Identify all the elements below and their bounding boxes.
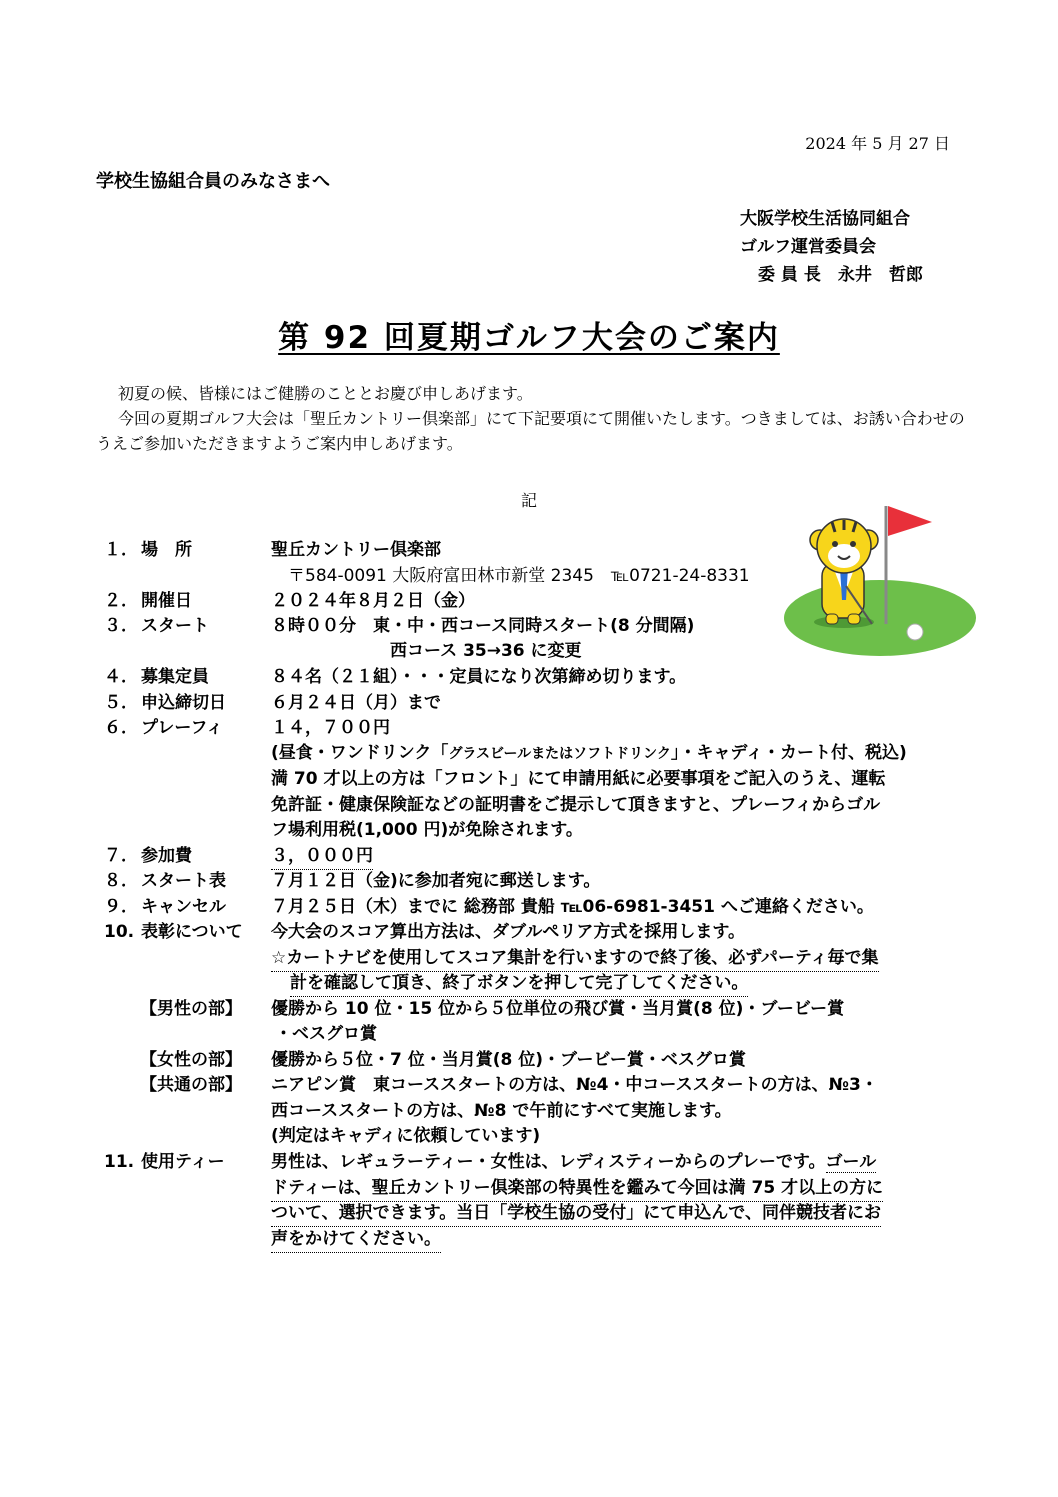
item-2-row bbox=[0, 588, 1058, 614]
fee-note-close: 」・キャディ・カート付、税込) bbox=[670, 743, 907, 763]
item-6-senior-3 bbox=[0, 817, 1058, 843]
tee-line-plain: 男性は、レギュラーティー・女性は、レディスティーからのプレーです。 bbox=[271, 1152, 826, 1172]
item-number: １． bbox=[104, 540, 138, 560]
item-10-note-2 bbox=[0, 970, 1058, 996]
item-value: ７月２５日（木）までに 総務部 貴船 ℡06-6981-3451 へご連絡ください。 bbox=[271, 897, 874, 917]
common-row-2 bbox=[0, 1098, 1058, 1124]
women-row bbox=[0, 1047, 1058, 1073]
addressee: 学校生協組合員のみなさまへ bbox=[96, 171, 330, 192]
item-3-row bbox=[0, 613, 1058, 639]
item-6-senior-1 bbox=[0, 766, 1058, 792]
item-label: 場 所 bbox=[141, 540, 192, 560]
fee-note-drink: グラスビールまたはソフトドリンク bbox=[448, 746, 671, 762]
item-11-row bbox=[0, 1149, 1058, 1175]
ki-heading: 記 bbox=[520, 491, 537, 510]
item-6-note-row bbox=[0, 740, 1058, 766]
women-division-label: 【女性の部】 bbox=[140, 1050, 242, 1070]
sender-block bbox=[740, 205, 923, 289]
gold-tee-note: ドティーは、聖丘カントリー倶楽部の特異性を鑑みて今回は満 75 才以上の方に bbox=[271, 1175, 883, 1202]
intro-line-1: 初夏の候、皆様にはご健勝のこととお慶び申しあげます。 bbox=[118, 384, 533, 403]
cart-navi-note: 計を確認して頂き、終了ボタンを押して完了してください。 bbox=[290, 970, 748, 997]
women-prizes: 優勝から５位・7 位・当月賞(8 位)・ブービー賞・ベスグロ賞 bbox=[271, 1050, 746, 1070]
intro-line-2: 今回の夏期ゴルフ大会は「聖丘カントリー倶楽部」にて下記要項にて開催いたします。つきましては、お誘い合わせのうえご参加いただきますようご案内申しあげます。 bbox=[96, 409, 965, 453]
page-title bbox=[0, 312, 1058, 357]
item-number: 10. bbox=[104, 922, 135, 942]
senior-note-line: フ場利用税(1,000 円)が免除されます。 bbox=[271, 820, 583, 840]
item-label: 参加費 bbox=[141, 846, 192, 866]
item-6-senior-2 bbox=[0, 792, 1058, 818]
flag-icon bbox=[888, 506, 932, 536]
venue-address: 〒584-0091 大阪府富田林市新堂 2345 ℡0721-24-8331 bbox=[288, 566, 750, 586]
item-value: ３，０００円 bbox=[271, 843, 373, 870]
intro-paragraph bbox=[96, 381, 966, 456]
item-10-note-1 bbox=[0, 945, 1058, 971]
item-4-row bbox=[0, 664, 1058, 690]
item-number: ３． bbox=[104, 616, 138, 636]
common-prizes-cont: 西コーススタートの方は、№8 で午前にすべて実施します。 bbox=[271, 1101, 732, 1121]
item-number: ５． bbox=[104, 693, 138, 713]
cart-navi-note: ☆カートナビを使用してスコア集計を行いますので終了後、必ずパーティ毎で集 bbox=[271, 945, 879, 972]
item-3-sub-row bbox=[0, 638, 1058, 664]
item-1-address-row bbox=[0, 563, 1058, 589]
item-11-line-4 bbox=[0, 1226, 1058, 1252]
item-label: キャンセル bbox=[141, 897, 226, 917]
item-label: 使用ティー bbox=[141, 1152, 225, 1172]
item-value: 今大会のスコア算出方法は、ダブルペリア方式を採用します。 bbox=[271, 922, 745, 942]
sender-org: 大阪学校生活協同組合 bbox=[740, 209, 910, 229]
common-division-label: 【共通の部】 bbox=[140, 1075, 242, 1095]
item-number: ２． bbox=[104, 591, 138, 611]
item-8-row bbox=[0, 868, 1058, 894]
title-text: 第 92 回夏期ゴルフ大会のご案内 bbox=[278, 320, 780, 356]
item-5-row bbox=[0, 690, 1058, 716]
item-value: 聖丘カントリー倶楽部 bbox=[271, 540, 441, 560]
item-value bbox=[271, 1149, 876, 1175]
tee-line-dotted: ゴール bbox=[825, 1152, 877, 1172]
common-prizes: ニアピン賞 東コーススタートの方は、№4・中コーススタートの方は、№3・ bbox=[271, 1075, 878, 1095]
men-row bbox=[0, 996, 1058, 1022]
men-row-2 bbox=[0, 1021, 1058, 1047]
item-11-line-2 bbox=[0, 1175, 1058, 1201]
item-value: ８４名（２１組）・・・定員になり次第締め切ります。 bbox=[271, 667, 687, 687]
senior-note-line: 免許証・健康保険証などの証明書をご提示して頂きますと、プレーフィからゴル bbox=[271, 795, 881, 815]
men-prizes: 優勝から 10 位・15 位から５位単位の飛び賞・当月賞(8 位)・ブービー賞 bbox=[271, 999, 845, 1019]
item-value-2: 西コース 35→36 に変更 bbox=[390, 641, 582, 661]
item-label: 開催日 bbox=[141, 591, 192, 611]
document-date: 2024 年 5 月 27 日 bbox=[805, 134, 950, 153]
item-value: ８時００分 東・中・西コース同時スタート(8 分間隔) bbox=[271, 616, 695, 636]
men-division-label: 【男性の部】 bbox=[140, 999, 242, 1019]
item-9-row bbox=[0, 894, 1058, 920]
item-label: 表彰について bbox=[141, 922, 243, 942]
item-10-row bbox=[0, 919, 1058, 945]
item-1-row bbox=[0, 537, 1058, 563]
senior-note-line: 満 70 才以上の方は「フロント」にて申請用紙に必要事項をご記入のうえ、運転 bbox=[271, 769, 886, 789]
item-label: 募集定員 bbox=[141, 667, 209, 687]
fee-note bbox=[271, 740, 907, 767]
item-number: ６． bbox=[104, 718, 138, 738]
item-number: ８． bbox=[104, 871, 138, 891]
gold-tee-note: ついて、選択できます。当日「学校生協の受付」にて申込んで、同伴競技者にお bbox=[271, 1200, 881, 1227]
item-number: ９． bbox=[104, 897, 138, 917]
item-value: ７月１２日（金)に参加者宛に郵送します。 bbox=[271, 871, 601, 891]
item-number: ４． bbox=[104, 667, 138, 687]
fee-note-open: (昼食・ワンドリンク「 bbox=[271, 743, 449, 763]
gold-tee-note: 声をかけてください。 bbox=[271, 1226, 441, 1253]
item-number: 11. bbox=[104, 1152, 135, 1172]
item-label: スタート bbox=[141, 616, 209, 636]
item-number: ７． bbox=[104, 846, 138, 866]
item-label: 申込締切日 bbox=[141, 693, 226, 713]
judge-note: (判定はキャディに依頼しています) bbox=[271, 1126, 541, 1146]
item-value: ６月２４日（月）まで bbox=[271, 693, 441, 713]
common-row bbox=[0, 1072, 1058, 1098]
item-7-row bbox=[0, 843, 1058, 869]
item-label: スタート表 bbox=[141, 871, 226, 891]
men-prizes-cont: ・ベスグロ賞 bbox=[275, 1024, 377, 1044]
item-value: ２０２４年８月２日（金） bbox=[271, 591, 475, 611]
item-label: プレーフィ bbox=[141, 718, 224, 738]
sender-chair: 委 員 長 永井 哲郎 bbox=[758, 265, 923, 285]
common-row-3 bbox=[0, 1123, 1058, 1149]
sender-committee: ゴルフ運営委員会 bbox=[740, 237, 876, 257]
item-6-row bbox=[0, 715, 1058, 741]
item-11-line-3 bbox=[0, 1200, 1058, 1226]
item-value: １４，７００円 bbox=[271, 718, 390, 738]
